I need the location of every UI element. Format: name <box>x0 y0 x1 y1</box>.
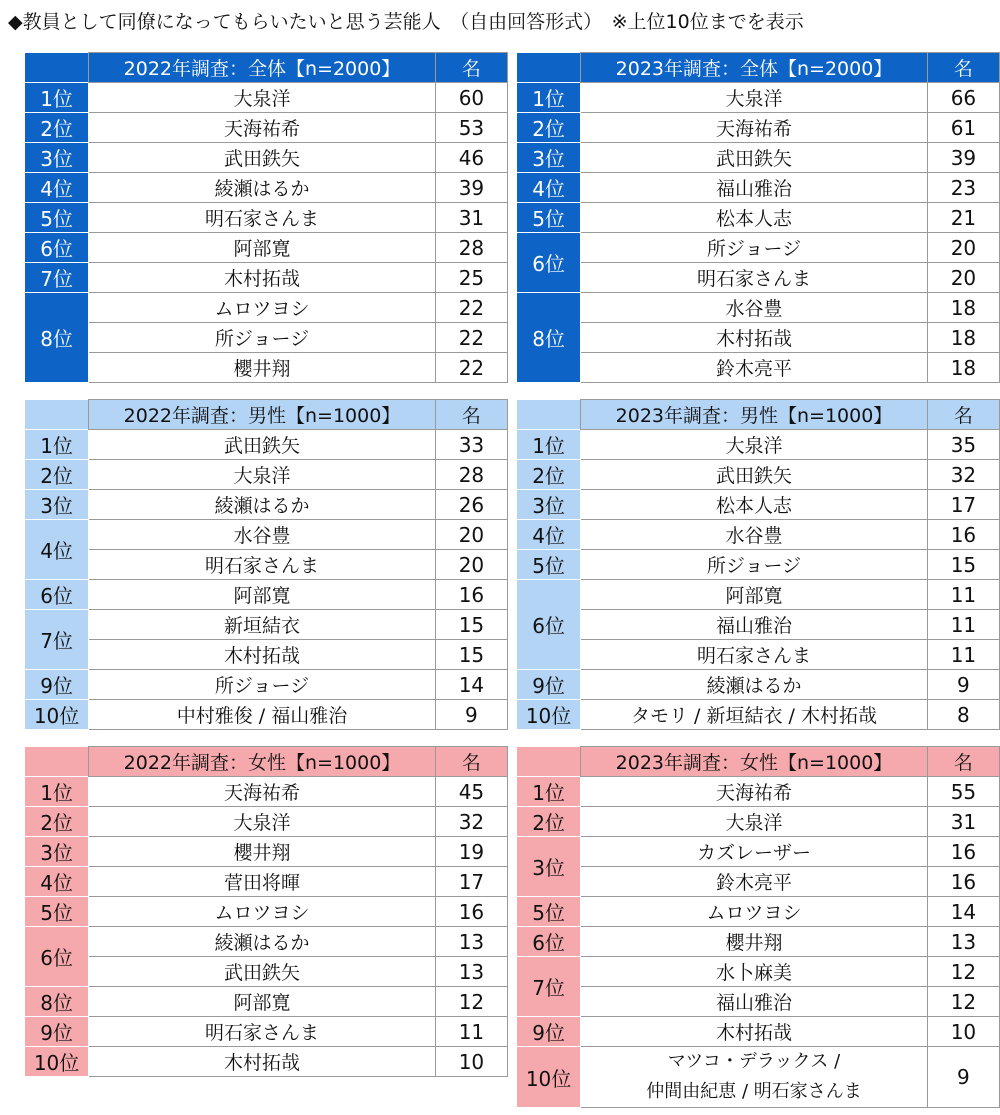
name-cell: 大泉洋 <box>581 807 928 837</box>
header-blank-cell <box>517 400 581 430</box>
name-cell: 明石家さんま <box>89 550 436 580</box>
name-cell: 武田鉄矢 <box>581 143 928 173</box>
rank-cell: 4位 <box>25 520 89 580</box>
count-cell: 11 <box>927 580 999 610</box>
table-row <box>517 927 1000 957</box>
name-cell: 松本人志 <box>581 203 928 233</box>
table-row <box>517 807 1000 837</box>
table-row <box>517 670 1000 700</box>
name-cell: 水谷豊 <box>581 520 928 550</box>
count-cell: 31 <box>435 203 507 233</box>
name-cell: 天海祐希 <box>581 777 928 807</box>
header-blank-cell <box>517 747 581 777</box>
rank-cell: 8位 <box>25 293 89 383</box>
name-cell: 鈴木亮平 <box>581 353 928 383</box>
table-header-row <box>517 400 1000 430</box>
name-cell: 水卜麻美 <box>581 957 928 987</box>
table-row <box>517 1017 1000 1047</box>
table-row <box>25 430 508 460</box>
rank-cell: 2位 <box>517 807 581 837</box>
count-cell: 46 <box>435 143 507 173</box>
rank-cell: 3位 <box>25 837 89 867</box>
rank-cell: 6位 <box>25 927 89 987</box>
table-row <box>25 1017 508 1047</box>
name-cell: 阿部寛 <box>89 580 436 610</box>
table-row <box>517 173 1000 203</box>
count-cell: 14 <box>927 897 999 927</box>
rank-cell: 7位 <box>25 263 89 293</box>
rank-cell: 1位 <box>517 430 581 460</box>
rank-cell: 1位 <box>25 777 89 807</box>
page-title: ◆教員として同僚になってもらいたいと思う芸能人 （自由回答形式） ※上位10位までを表示 <box>8 11 804 33</box>
count-cell: 45 <box>435 777 507 807</box>
count-cell: 8 <box>927 700 999 730</box>
table-row <box>517 263 1000 293</box>
count-cell: 22 <box>435 353 507 383</box>
name-cell: 明石家さんま <box>581 263 928 293</box>
count-header: 名 <box>435 400 507 430</box>
name-cell: 明石家さんま <box>89 1017 436 1047</box>
table-row <box>517 987 1000 1017</box>
table-row <box>517 640 1000 670</box>
table-header-row <box>25 400 508 430</box>
table-row <box>25 143 508 173</box>
count-cell: 32 <box>435 807 507 837</box>
count-cell: 25 <box>435 263 507 293</box>
table-title: 2023年調査：全体【n=2000】 <box>581 53 928 83</box>
name-cell: 水谷豊 <box>89 520 436 550</box>
rank-cell: 1位 <box>517 777 581 807</box>
rank-cell: 9位 <box>25 670 89 700</box>
table-title: 2022年調査：女性【n=1000】 <box>89 747 436 777</box>
table-row <box>25 263 508 293</box>
table-row <box>517 777 1000 807</box>
count-cell: 9 <box>927 1047 999 1108</box>
table-title: 2022年調査：全体【n=2000】 <box>89 53 436 83</box>
count-cell: 15 <box>435 610 507 640</box>
table-row <box>25 580 508 610</box>
rank-cell: 7位 <box>25 610 89 670</box>
name-cell: 櫻井翔 <box>89 353 436 383</box>
count-cell: 28 <box>435 233 507 263</box>
rank-cell: 9位 <box>517 670 581 700</box>
count-cell: 16 <box>927 837 999 867</box>
name-cell: 大泉洋 <box>89 807 436 837</box>
name-cell: ムロツヨシ <box>581 897 928 927</box>
name-cell: 鈴木亮平 <box>581 867 928 897</box>
name-cell: 水谷豊 <box>581 293 928 323</box>
count-cell: 23 <box>927 173 999 203</box>
name-cell: 松本人志 <box>581 490 928 520</box>
count-cell: 13 <box>435 957 507 987</box>
count-cell: 60 <box>435 83 507 113</box>
rank-cell: 2位 <box>25 460 89 490</box>
table-row <box>25 777 508 807</box>
count-cell: 9 <box>927 670 999 700</box>
name-cell: 木村拓哉 <box>89 640 436 670</box>
table-header-row <box>25 747 508 777</box>
table-male-2023 <box>516 399 1000 730</box>
table-row <box>25 1047 508 1077</box>
rank-cell: 3位 <box>517 490 581 520</box>
name-cell: 綾瀬はるか <box>581 670 928 700</box>
table-row <box>25 520 508 550</box>
rank-cell: 2位 <box>517 113 581 143</box>
count-cell: 39 <box>435 173 507 203</box>
rank-cell: 2位 <box>25 807 89 837</box>
rank-cell: 4位 <box>517 173 581 203</box>
table-row <box>25 927 508 957</box>
rank-cell: 4位 <box>517 520 581 550</box>
table-row <box>517 353 1000 383</box>
count-cell: 39 <box>927 143 999 173</box>
rank-cell: 2位 <box>25 113 89 143</box>
count-cell: 13 <box>927 927 999 957</box>
table-row <box>517 233 1000 263</box>
table-row <box>25 957 508 987</box>
rank-cell: 10位 <box>517 700 581 730</box>
count-cell: 20 <box>927 263 999 293</box>
count-cell: 11 <box>435 1017 507 1047</box>
table-title: 2023年調査：男性【n=1000】 <box>581 400 928 430</box>
count-cell: 31 <box>927 807 999 837</box>
count-cell: 12 <box>927 957 999 987</box>
rank-cell: 8位 <box>517 293 581 383</box>
table-title: 2022年調査：男性【n=1000】 <box>89 400 436 430</box>
name-cell: 所ジョージ <box>581 550 928 580</box>
count-cell: 32 <box>927 460 999 490</box>
rank-cell: 5位 <box>25 203 89 233</box>
table-row <box>25 353 508 383</box>
rank-cell: 10位 <box>25 700 89 730</box>
rank-cell: 5位 <box>517 203 581 233</box>
count-cell: 66 <box>927 83 999 113</box>
rank-cell: 6位 <box>517 580 581 670</box>
table-row <box>25 550 508 580</box>
name-cell: 福山雅治 <box>581 987 928 1017</box>
header-blank-cell <box>25 747 89 777</box>
table-row <box>25 700 508 730</box>
count-cell: 16 <box>927 520 999 550</box>
header-blank-cell <box>25 400 89 430</box>
table-header-row <box>25 53 508 83</box>
name-cell: 福山雅治 <box>581 173 928 203</box>
name-cell: 綾瀬はるか <box>89 927 436 957</box>
count-cell: 33 <box>435 430 507 460</box>
count-cell: 18 <box>927 323 999 353</box>
table-female-2023 <box>516 746 1000 1108</box>
count-cell: 28 <box>435 460 507 490</box>
table-row <box>517 837 1000 867</box>
name-cell: 所ジョージ <box>581 233 928 263</box>
header-blank-cell <box>25 53 89 83</box>
count-cell: 20 <box>927 233 999 263</box>
name-cell: 武田鉄矢 <box>89 430 436 460</box>
name-cell: 木村拓哉 <box>89 263 436 293</box>
table-row <box>517 867 1000 897</box>
table-row <box>517 610 1000 640</box>
rank-cell: 2位 <box>517 460 581 490</box>
rank-cell: 1位 <box>25 430 89 460</box>
rank-cell: 5位 <box>25 897 89 927</box>
name-cell: 明石家さんま <box>89 203 436 233</box>
table-row <box>25 807 508 837</box>
count-cell: 16 <box>435 580 507 610</box>
table-row <box>517 550 1000 580</box>
table-row <box>25 640 508 670</box>
count-cell: 16 <box>927 867 999 897</box>
count-cell: 35 <box>927 430 999 460</box>
table-male-2022 <box>24 399 508 730</box>
table-all-2023 <box>516 52 1000 383</box>
table-row <box>25 837 508 867</box>
name-cell: 櫻井翔 <box>89 837 436 867</box>
rank-cell: 4位 <box>25 867 89 897</box>
name-cell: 櫻井翔 <box>581 927 928 957</box>
rank-cell: 3位 <box>517 143 581 173</box>
table-all-2022 <box>24 52 508 383</box>
count-cell: 15 <box>435 640 507 670</box>
header-blank-cell <box>517 53 581 83</box>
name-cell: 中村雅俊 / 福山雅治 <box>89 700 436 730</box>
count-cell: 19 <box>435 837 507 867</box>
rank-cell: 10位 <box>25 1047 89 1077</box>
name-cell: 福山雅治 <box>581 610 928 640</box>
count-cell: 13 <box>435 927 507 957</box>
rank-cell: 10位 <box>517 1047 581 1108</box>
rank-cell: 3位 <box>517 837 581 897</box>
table-row <box>25 987 508 1017</box>
table-row <box>517 700 1000 730</box>
name-cell: 木村拓哉 <box>581 1017 928 1047</box>
table-row <box>25 490 508 520</box>
rank-cell: 9位 <box>517 1017 581 1047</box>
table-female-2022 <box>24 746 508 1077</box>
name-cell: 菅田将暉 <box>89 867 436 897</box>
name-cell: 阿部寛 <box>581 580 928 610</box>
name-cell: 天海祐希 <box>581 113 928 143</box>
table-row <box>517 1047 1000 1108</box>
table-row <box>25 323 508 353</box>
table-row <box>25 203 508 233</box>
count-cell: 20 <box>435 520 507 550</box>
count-cell: 22 <box>435 293 507 323</box>
name-cell: 武田鉄矢 <box>581 460 928 490</box>
name-cell: 大泉洋 <box>89 460 436 490</box>
table-row <box>25 867 508 897</box>
rank-cell: 7位 <box>517 957 581 1017</box>
count-cell: 11 <box>927 610 999 640</box>
rank-cell: 6位 <box>25 233 89 263</box>
name-cell: 木村拓哉 <box>581 323 928 353</box>
count-cell: 10 <box>927 1017 999 1047</box>
name-cell <box>581 1047 928 1108</box>
count-cell: 15 <box>927 550 999 580</box>
table-row <box>25 460 508 490</box>
count-header: 名 <box>927 400 999 430</box>
rank-cell: 4位 <box>25 173 89 203</box>
rank-cell: 5位 <box>517 897 581 927</box>
table-row <box>517 293 1000 323</box>
count-cell: 18 <box>927 353 999 383</box>
name-cell: 阿部寛 <box>89 233 436 263</box>
count-cell: 14 <box>435 670 507 700</box>
name-cell: ムロツヨシ <box>89 293 436 323</box>
name-cell: ムロツヨシ <box>89 897 436 927</box>
count-cell: 12 <box>927 987 999 1017</box>
count-header: 名 <box>435 747 507 777</box>
table-row <box>517 83 1000 113</box>
rank-cell: 1位 <box>25 83 89 113</box>
table-row <box>517 203 1000 233</box>
table-row <box>25 670 508 700</box>
name-cell: 木村拓哉 <box>89 1047 436 1077</box>
name-cell: 天海祐希 <box>89 777 436 807</box>
rank-cell: 5位 <box>517 550 581 580</box>
count-cell: 10 <box>435 1047 507 1077</box>
table-row <box>25 897 508 927</box>
name-cell: 阿部寛 <box>89 987 436 1017</box>
name-line-1: マツコ・デラックス / <box>667 1051 841 1072</box>
name-cell: 明石家さんま <box>581 640 928 670</box>
table-row <box>517 490 1000 520</box>
table-row <box>517 460 1000 490</box>
count-cell: 20 <box>435 550 507 580</box>
name-cell: 武田鉄矢 <box>89 957 436 987</box>
name-cell: 所ジョージ <box>89 670 436 700</box>
count-header: 名 <box>927 747 999 777</box>
table-row <box>25 610 508 640</box>
name-cell: タモリ / 新垣結衣 / 木村拓哉 <box>581 700 928 730</box>
table-row <box>25 83 508 113</box>
name-cell: 綾瀬はるか <box>89 173 436 203</box>
count-cell: 22 <box>435 323 507 353</box>
rank-cell: 1位 <box>517 83 581 113</box>
rank-cell: 9位 <box>25 1017 89 1047</box>
table-row <box>517 520 1000 550</box>
table-row <box>25 233 508 263</box>
count-cell: 26 <box>435 490 507 520</box>
table-row <box>517 897 1000 927</box>
count-cell: 12 <box>435 987 507 1017</box>
table-row <box>517 430 1000 460</box>
table-header-row <box>517 53 1000 83</box>
name-cell: 大泉洋 <box>581 430 928 460</box>
count-cell: 61 <box>927 113 999 143</box>
rank-cell: 6位 <box>517 927 581 957</box>
table-row <box>25 113 508 143</box>
name-line-2: 仲間由紀恵 / 明石家さんま <box>646 1081 862 1102</box>
table-row <box>517 580 1000 610</box>
name-cell: 武田鉄矢 <box>89 143 436 173</box>
table-row <box>25 173 508 203</box>
rank-cell: 6位 <box>25 580 89 610</box>
count-cell: 53 <box>435 113 507 143</box>
count-cell: 21 <box>927 203 999 233</box>
rank-cell: 8位 <box>25 987 89 1017</box>
count-cell: 18 <box>927 293 999 323</box>
count-cell: 11 <box>927 640 999 670</box>
count-header: 名 <box>435 53 507 83</box>
table-row <box>517 143 1000 173</box>
name-cell: 天海祐希 <box>89 113 436 143</box>
count-cell: 9 <box>435 700 507 730</box>
name-cell: 新垣結衣 <box>89 610 436 640</box>
name-cell: 綾瀬はるか <box>89 490 436 520</box>
name-cell: 大泉洋 <box>581 83 928 113</box>
count-cell: 17 <box>927 490 999 520</box>
name-cell: カズレーザー <box>581 837 928 867</box>
table-header-row <box>517 747 1000 777</box>
table-row <box>25 293 508 323</box>
count-cell: 55 <box>927 777 999 807</box>
rank-cell: 3位 <box>25 143 89 173</box>
name-cell: 所ジョージ <box>89 323 436 353</box>
count-cell: 16 <box>435 897 507 927</box>
name-cell: 大泉洋 <box>89 83 436 113</box>
table-title: 2023年調査：女性【n=1000】 <box>581 747 928 777</box>
table-row <box>517 113 1000 143</box>
table-row <box>517 323 1000 353</box>
table-row <box>517 957 1000 987</box>
rank-cell: 6位 <box>517 233 581 293</box>
count-header: 名 <box>927 53 999 83</box>
rank-cell: 3位 <box>25 490 89 520</box>
count-cell: 17 <box>435 867 507 897</box>
